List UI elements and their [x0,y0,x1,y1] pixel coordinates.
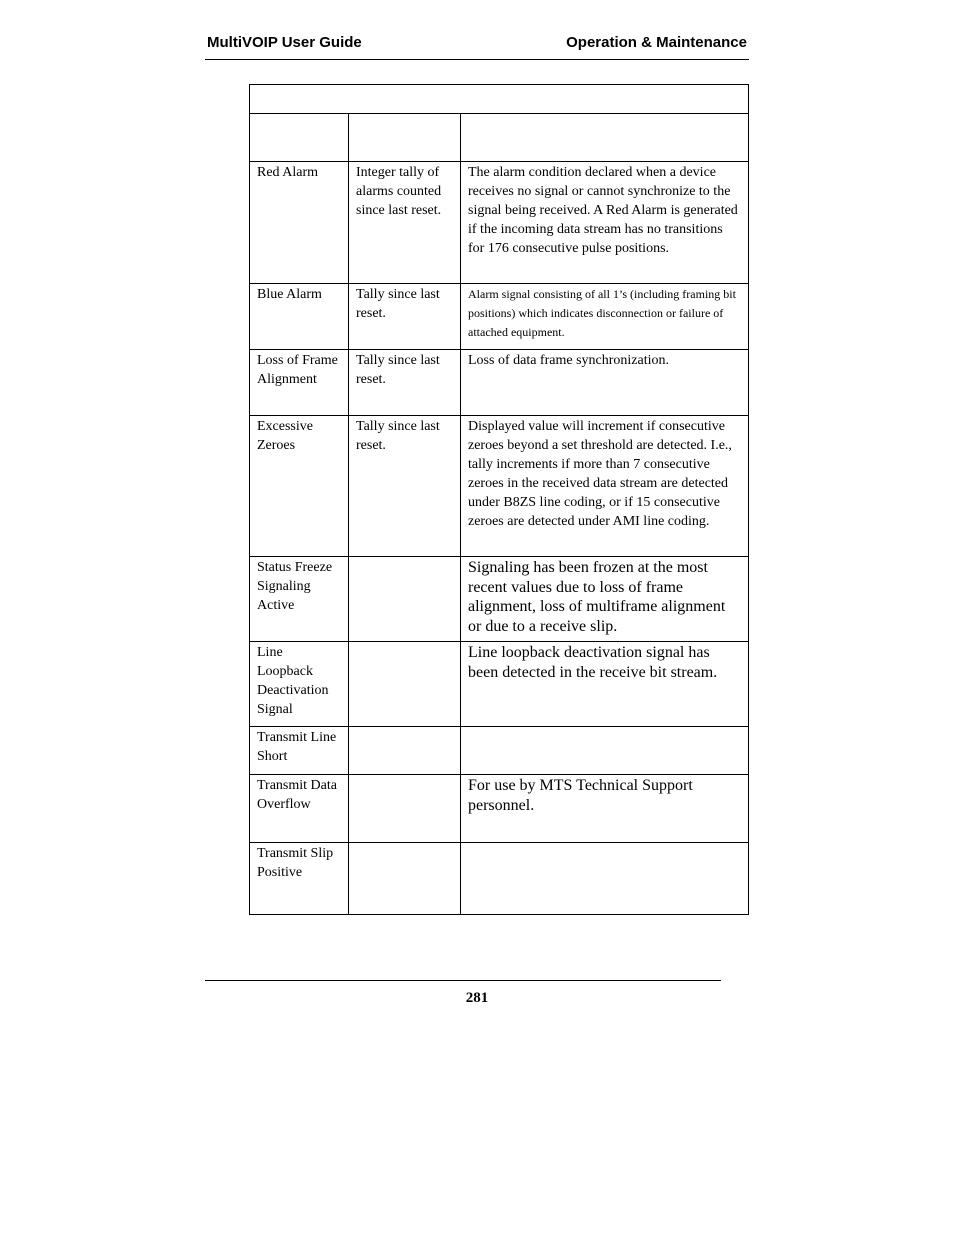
table-row [250,284,749,350]
table-row [250,162,749,284]
row-name: Transmit Line Short [250,727,349,775]
row-name: Loss of Frame Alignment [250,350,349,416]
row-description: Loss of data frame synchronization. [461,350,749,416]
row-description: Displayed value will increment if consecutive zeroes beyond a set threshold are detected. I.e., tally increments if more than 7 consecutive zeroes in the received data stream are detected under B8ZS line coding, or if 15 consecutive zeroes are detected under AMI line coding. [461,416,749,557]
table-row [250,727,749,775]
footer-rule [205,980,721,981]
row-value: Tally since last reset. [349,350,461,416]
table-row [250,350,749,416]
section-title: Operation & Maintenance [566,34,747,51]
header-cell [349,114,461,162]
guide-title: MultiVOIP User Guide [207,34,362,51]
row-description: Line loopback deactivation signal has been detected in the receive bit stream. [461,642,749,727]
row-description: For use by MTS Technical Support personnel. [461,775,749,843]
table-row [250,775,749,843]
row-value [349,775,461,843]
row-name: Blue Alarm [250,284,349,350]
row-name: Status Freeze Signaling Active [250,557,349,642]
table-title-cell [250,85,749,114]
row-value [349,557,461,642]
row-description: The alarm condition declared when a device receives no signal or cannot synchronize to the signal being received. A Red Alarm is generated if the incoming data stream has no transitions for 176 consecutive pulse positions. [461,162,749,284]
table-row [250,642,749,727]
row-value [349,727,461,775]
header-cell [250,114,349,162]
row-value: Tally since last reset. [349,416,461,557]
page-number: 281 [465,990,489,1006]
table-header-row [250,114,749,162]
row-description: Signaling has been frozen at the most recent values due to loss of frame alignment, loss of multiframe alignment or due to a receive slip. [461,557,749,642]
row-name: Transmit Data Overflow [250,775,349,843]
row-name: Excessive Zeroes [250,416,349,557]
row-name: Transmit Slip Positive [250,843,349,915]
row-value: Tally since last reset. [349,284,461,350]
header-cell [461,114,749,162]
row-value [349,642,461,727]
page-header [205,30,749,60]
row-description [461,843,749,915]
table-row [250,843,749,915]
row-name: Red Alarm [250,162,349,284]
table-row [250,416,749,557]
statistics-table [249,84,749,915]
row-description [461,727,749,775]
table-row [250,557,749,642]
row-description: Alarm signal consisting of all 1’s (including framing bit positions) which indicates disconnection or failure of attached equipment. [461,284,749,350]
row-value: Integer tally of alarms counted since last reset. [349,162,461,284]
table-title-row [250,85,749,114]
row-name: Line Loopback Deactivation Signal [250,642,349,727]
row-value [349,843,461,915]
